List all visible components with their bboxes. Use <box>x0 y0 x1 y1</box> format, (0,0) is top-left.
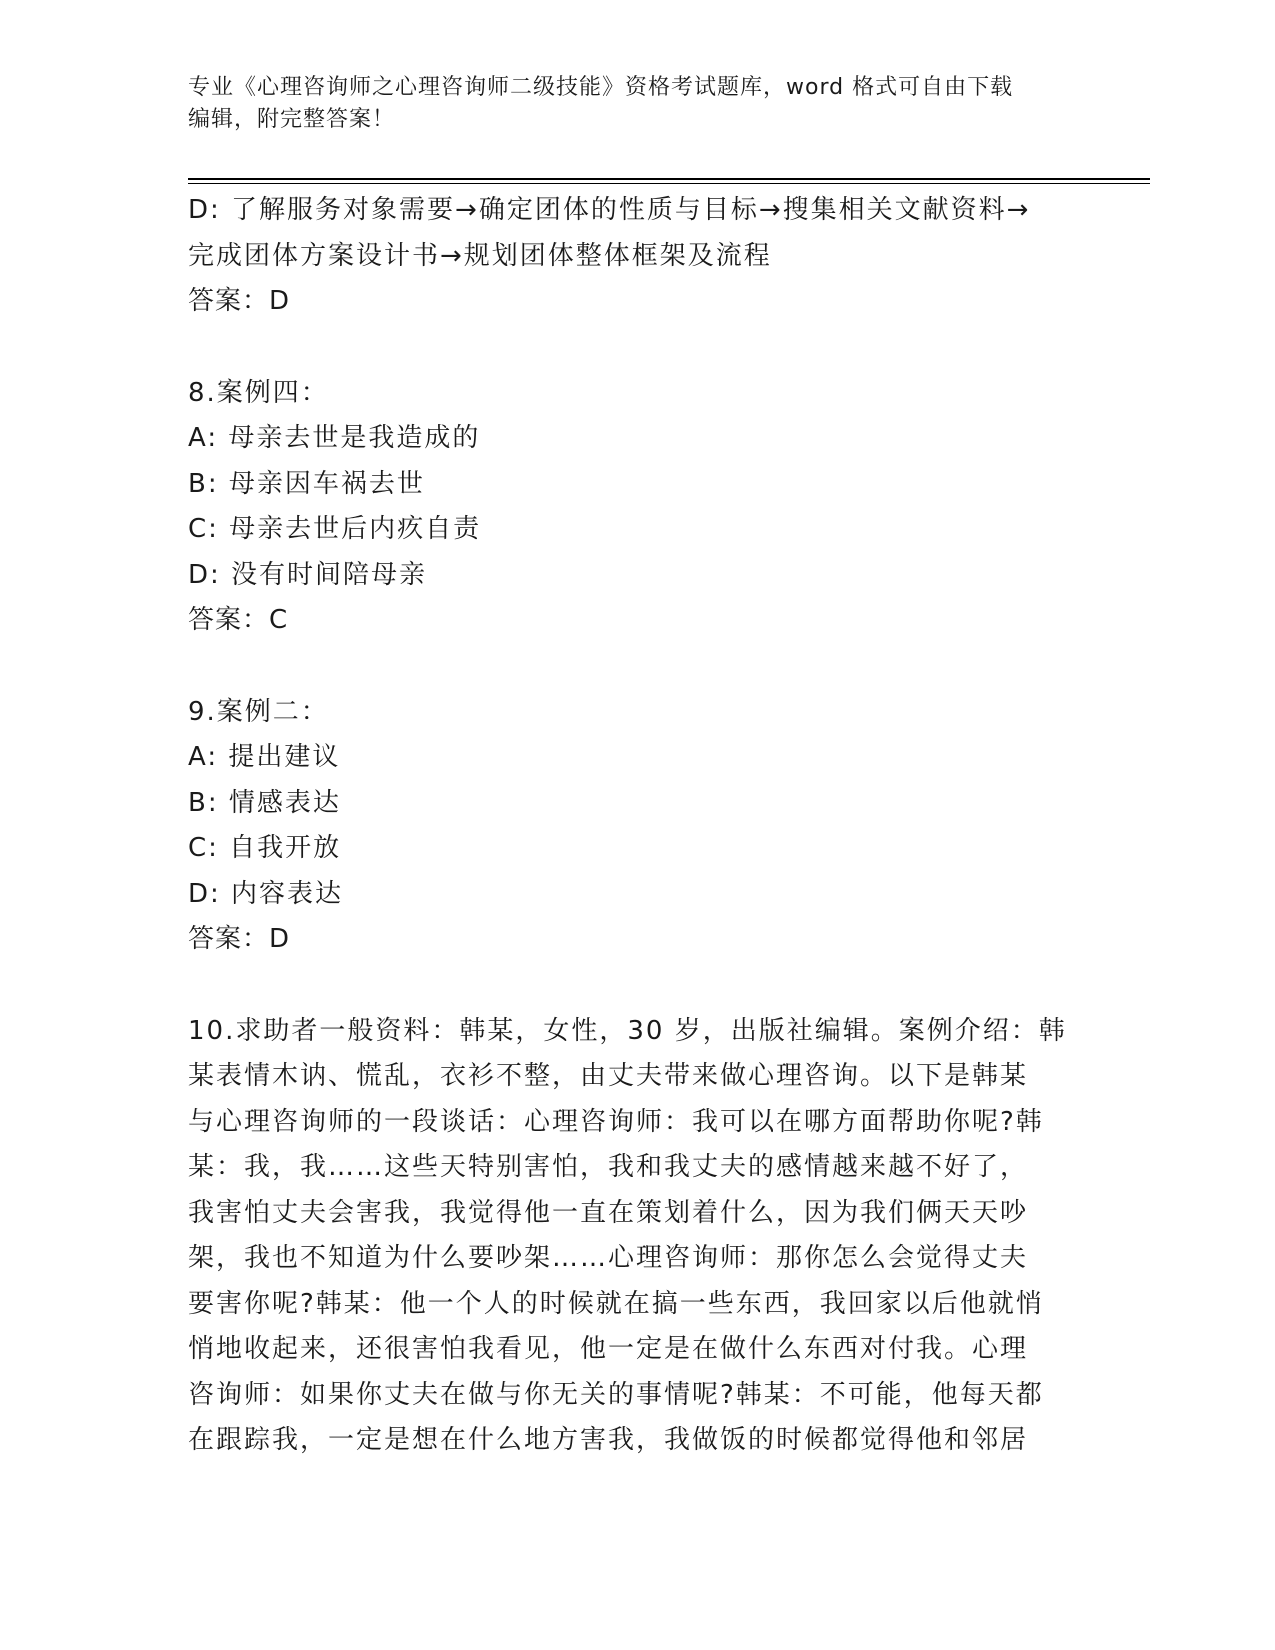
question-stem: 8.案例四： <box>188 377 329 408</box>
option-d: D: 没有时间陪母亲 <box>188 559 428 590</box>
question-text-line: 悄地收起来，还很害怕我看见，他一定是在做什么东西对付我。心理 <box>188 1334 1029 1364</box>
header-divider <box>188 178 1150 180</box>
answer-label: 答案：D <box>188 286 291 316</box>
question-stem: 9.案例二： <box>188 696 329 727</box>
question-text-line: 咨询师：如果你丈夫在做与你无关的事情呢?韩某：不可能，他每天都 <box>188 1379 1044 1410</box>
option-a: A: 提出建议 <box>188 742 341 772</box>
option-c: C: 自我开放 <box>188 833 342 863</box>
option-c: C: 母亲去世后内疚自责 <box>188 514 482 544</box>
document-header <box>188 72 1068 136</box>
question-10 <box>188 1009 1088 1464</box>
question-text-line: 与心理咨询师的一段谈话：心理咨询师：我可以在哪方面帮助你呢?韩 <box>188 1106 1044 1137</box>
question-content <box>188 188 1088 1464</box>
option-b: B: 母亲因车祸去世 <box>188 468 425 499</box>
option-b: B: 情感表达 <box>188 787 341 818</box>
question-text-line: 某表情木讷、慌乱，衣衫不整，由丈夫带来做心理咨询。以下是韩某 <box>188 1061 1029 1091</box>
question-text-line: 我害怕丈夫会害我，我觉得他一直在策划着什么，因为我们俩天天吵 <box>188 1197 1029 1228</box>
question-9 <box>188 690 1088 963</box>
question-text-line: 在跟踪我，一定是想在什么地方害我，我做饭的时候都觉得他和邻居 <box>188 1425 1029 1455</box>
header-line-2: 编辑，附完整答案！ <box>188 107 396 132</box>
question-text-line: 10.求助者一般资料：韩某，女性，30 岁，出版社编辑。案例介绍：韩 <box>188 1015 1067 1046</box>
option-d: D: 内容表达 <box>188 878 344 909</box>
option-d-line-2: 完成团体方案设计书→规划团体整体框架及流程 <box>188 240 772 271</box>
answer-label: 答案：C <box>188 605 289 635</box>
answer-label: 答案：D <box>188 924 291 954</box>
header-line-1: 专业《心理咨询师之心理咨询师二级技能》资格考试题库，word 格式可自由下载 <box>188 75 1014 100</box>
question-text-line: 某：我，我……这些天特别害怕，我和我丈夫的感情越来越不好了， <box>188 1152 1029 1182</box>
question-8 <box>188 371 1088 644</box>
option-d-line-1: D: 了解服务对象需要→确定团体的性质与目标→搜集相关文献资料→ <box>188 195 1031 225</box>
option-a: A: 母亲去世是我造成的 <box>188 423 481 453</box>
question-7-tail <box>188 188 1088 325</box>
header-divider-thin <box>188 183 1150 184</box>
question-text-line: 要害你呢?韩某：他一个人的时候就在搞一些东西，我回家以后他就悄 <box>188 1288 1044 1319</box>
question-text-line: 架，我也不知道为什么要吵架……心理咨询师：那你怎么会觉得丈夫 <box>188 1243 1029 1273</box>
